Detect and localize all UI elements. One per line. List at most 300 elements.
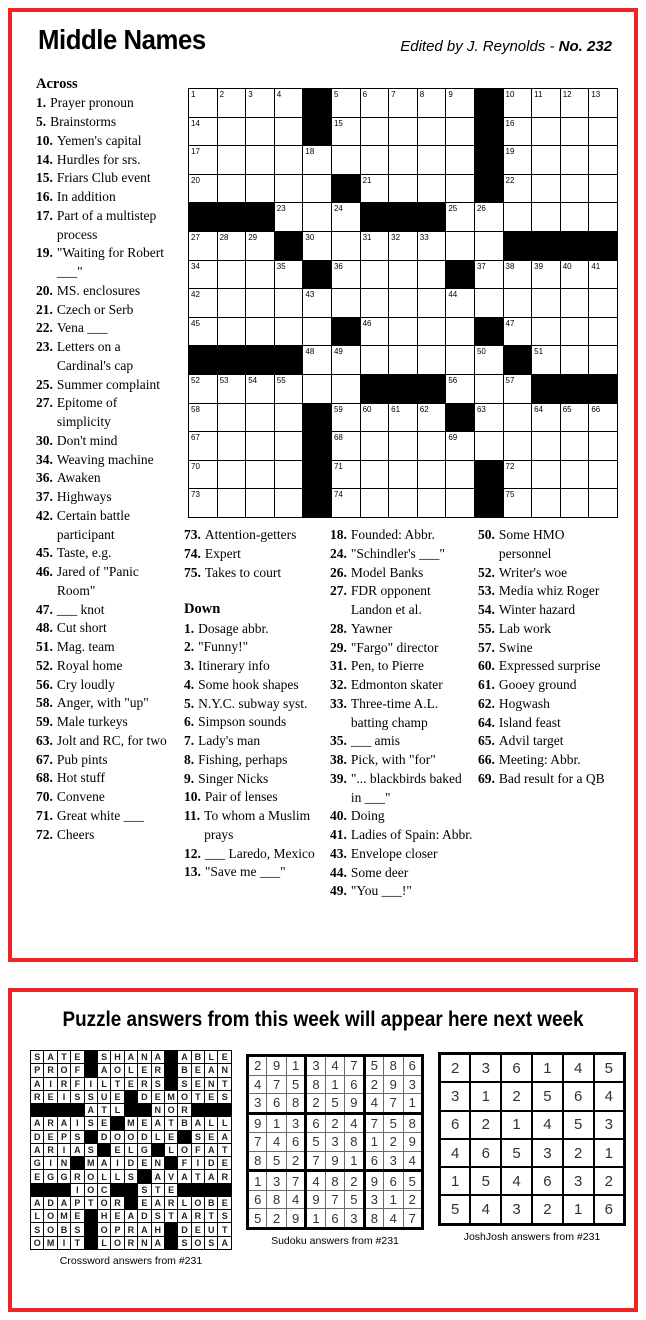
grid-cell[interactable]: [389, 460, 418, 489]
sudoku-cell: 2: [325, 1113, 344, 1133]
clue-item: [478, 582, 614, 601]
answer-cell: R: [151, 1064, 164, 1077]
grid-cell[interactable]: [446, 489, 475, 518]
grid-cell[interactable]: [532, 346, 561, 375]
cell-number: 13: [591, 90, 601, 99]
joshjosh-cell: 2: [594, 1167, 625, 1195]
grid-cell[interactable]: [217, 289, 246, 318]
grid-cell[interactable]: [446, 460, 475, 489]
grid-cell[interactable]: [246, 374, 275, 403]
grid-cell[interactable]: [589, 489, 618, 518]
grid-cell[interactable]: [274, 289, 303, 318]
answer-cell-black: [84, 1064, 97, 1077]
grid-cell[interactable]: [246, 403, 275, 432]
clue-text: Brainstorms: [50, 114, 117, 130]
grid-cell[interactable]: [417, 489, 446, 518]
grid-cell[interactable]: [417, 432, 446, 461]
grid-cell[interactable]: [217, 231, 246, 260]
grid-cell[interactable]: [503, 432, 532, 461]
grid-cell[interactable]: [331, 346, 360, 375]
grid-cell[interactable]: [389, 346, 418, 375]
answer-cell: E: [97, 1117, 110, 1130]
grid-cell[interactable]: [446, 432, 475, 461]
grid-cell[interactable]: [360, 89, 389, 118]
clue-number: 59.: [36, 714, 53, 730]
grid-cell[interactable]: [560, 146, 589, 175]
grid-cell[interactable]: [274, 117, 303, 146]
grid-cell[interactable]: [303, 346, 332, 375]
cell-number: 33: [419, 232, 429, 242]
crossword-grid[interactable]: [188, 88, 618, 518]
grid-cell[interactable]: [360, 289, 389, 318]
grid-cell[interactable]: [474, 346, 503, 375]
grid-cell[interactable]: [560, 174, 589, 203]
clue-item: [330, 639, 474, 658]
clue-item: [330, 620, 474, 639]
grid-cell[interactable]: [360, 489, 389, 518]
answer-cell: E: [218, 1051, 232, 1064]
clue-text: Writer's woe: [498, 564, 568, 580]
grid-cell[interactable]: [331, 489, 360, 518]
answer-cell-black: [124, 1196, 137, 1209]
answer-cell: L: [97, 1236, 110, 1249]
clue-text: Hot stuff: [56, 770, 106, 786]
grid-cell[interactable]: [331, 289, 360, 318]
sudoku-cell: 9: [325, 1151, 344, 1171]
clue-number: 26.: [330, 564, 347, 580]
grid-cell[interactable]: [532, 260, 561, 289]
clue-text: Hogwash: [498, 695, 550, 711]
cell-number: 39: [534, 261, 544, 271]
grid-cell[interactable]: [503, 289, 532, 318]
grid-cell[interactable]: [189, 460, 218, 489]
clue-number: 5.: [184, 695, 195, 711]
grid-cell[interactable]: [303, 317, 332, 346]
grid-cell[interactable]: [246, 260, 275, 289]
grid-cell[interactable]: [217, 403, 246, 432]
grid-cell[interactable]: [417, 174, 446, 203]
grid-cell[interactable]: [217, 260, 246, 289]
grid-cell[interactable]: [274, 489, 303, 518]
grid-cell[interactable]: [446, 317, 475, 346]
clue-number: 10.: [184, 789, 201, 805]
grid-cell[interactable]: [360, 346, 389, 375]
clue-item: [36, 244, 172, 282]
grid-cell[interactable]: [532, 317, 561, 346]
grid-cell[interactable]: [589, 146, 618, 175]
answer-cell: D: [138, 1210, 151, 1223]
joshjosh-cell: 6: [440, 1111, 471, 1139]
grid-cell[interactable]: [189, 260, 218, 289]
grid-cell[interactable]: [503, 460, 532, 489]
answer-cell: O: [111, 1064, 124, 1077]
grid-cell[interactable]: [389, 146, 418, 175]
answer-cell: P: [71, 1196, 84, 1209]
grid-cell[interactable]: [589, 89, 618, 118]
grid-cell[interactable]: [417, 403, 446, 432]
answer-cell: T: [71, 1236, 84, 1249]
cell-number: 34: [191, 261, 200, 271]
grid-cell[interactable]: [217, 117, 246, 146]
answer-cell: R: [178, 1104, 191, 1117]
grid-cell[interactable]: [303, 203, 332, 232]
grid-cell[interactable]: [274, 89, 303, 118]
grid-cell[interactable]: [503, 203, 532, 232]
answer-cell: A: [84, 1104, 97, 1117]
grid-cell[interactable]: [446, 346, 475, 375]
cell-number: 62: [419, 404, 429, 414]
sudoku-cell: 2: [345, 1171, 364, 1191]
clue-text: Awaken: [56, 470, 101, 486]
grid-cell[interactable]: [189, 174, 218, 203]
grid-cell[interactable]: [274, 174, 303, 203]
grid-cell[interactable]: [417, 117, 446, 146]
joshjosh-cell: 3: [440, 1082, 471, 1110]
grid-cell[interactable]: [360, 403, 389, 432]
grid-cell[interactable]: [560, 346, 589, 375]
grid-cell[interactable]: [560, 260, 589, 289]
grid-cell[interactable]: [303, 289, 332, 318]
answer-cell-black: [164, 1051, 177, 1064]
grid-cell[interactable]: [474, 374, 503, 403]
grid-cell[interactable]: [274, 432, 303, 461]
clue-item: [330, 564, 474, 583]
answer-cell: F: [191, 1143, 204, 1156]
clue-number: 68.: [36, 770, 53, 786]
grid-cell[interactable]: [331, 89, 360, 118]
grid-cell[interactable]: [331, 403, 360, 432]
grid-cell[interactable]: [389, 260, 418, 289]
crossword-answers-caption: Crossword answers from #231: [59, 1255, 203, 1267]
grid-cell[interactable]: [589, 174, 618, 203]
grid-cell[interactable]: [360, 317, 389, 346]
grid-cell[interactable]: [446, 89, 475, 118]
grid-cell[interactable]: [274, 460, 303, 489]
answer-cell-black: [164, 1236, 177, 1249]
grid-cell[interactable]: [503, 260, 532, 289]
grid-cell[interactable]: [246, 146, 275, 175]
grid-cell[interactable]: [417, 460, 446, 489]
grid-cell[interactable]: [503, 374, 532, 403]
sudoku-cell: 8: [403, 1113, 423, 1133]
grid-cell-black: [274, 231, 303, 260]
grid-cell-black: [503, 231, 532, 260]
grid-cell[interactable]: [446, 174, 475, 203]
grid-cell[interactable]: [389, 174, 418, 203]
grid-cell[interactable]: [389, 231, 418, 260]
grid-cell[interactable]: [189, 231, 218, 260]
cell-number: 43: [305, 290, 315, 300]
grid-cell[interactable]: [389, 289, 418, 318]
grid-cell[interactable]: [589, 117, 618, 146]
grid-cell[interactable]: [246, 317, 275, 346]
grid-cell[interactable]: [589, 403, 618, 432]
grid-cell[interactable]: [360, 460, 389, 489]
clue-text: Male turkeys: [56, 714, 128, 730]
clue-number: 67.: [36, 751, 53, 767]
grid-cell[interactable]: [589, 203, 618, 232]
grid-cell[interactable]: [532, 432, 561, 461]
clue-text: "Waiting for Robert ___": [56, 245, 165, 280]
grid-cell[interactable]: [532, 117, 561, 146]
grid-cell[interactable]: [503, 317, 532, 346]
grid-cell[interactable]: [189, 289, 218, 318]
edited-by-text: Edited by J. Reynolds -: [400, 38, 559, 55]
clue-item: [36, 282, 172, 301]
clue-item: [184, 638, 326, 657]
clue-number: 63.: [36, 732, 53, 748]
answer-cell-black: [178, 1183, 191, 1196]
grid-cell[interactable]: [217, 432, 246, 461]
grid-cell[interactable]: [246, 489, 275, 518]
grid-cell[interactable]: [417, 146, 446, 175]
grid-cell[interactable]: [331, 231, 360, 260]
clue-number: 2.: [184, 639, 195, 655]
cell-number: 66: [591, 404, 601, 414]
grid-cell[interactable]: [217, 489, 246, 518]
grid-cell[interactable]: [560, 432, 589, 461]
grid-cell[interactable]: [389, 432, 418, 461]
answer-cell: L: [164, 1143, 177, 1156]
grid-cell[interactable]: [389, 317, 418, 346]
grid-cell[interactable]: [446, 289, 475, 318]
grid-cell[interactable]: [189, 117, 218, 146]
grid-cell[interactable]: [503, 89, 532, 118]
clue-text: Some hook shapes: [198, 676, 299, 692]
clue-text: Pick, with "for": [350, 752, 436, 767]
grid-cell[interactable]: [417, 289, 446, 318]
answer-cell: T: [57, 1051, 70, 1064]
clue-text: Three-time A.L. batting champ: [350, 695, 439, 730]
grid-cell[interactable]: [217, 460, 246, 489]
grid-cell[interactable]: [274, 317, 303, 346]
grid-cell[interactable]: [589, 346, 618, 375]
clue-text: Highways: [56, 489, 112, 505]
grid-cell[interactable]: [246, 117, 275, 146]
grid-cell[interactable]: [303, 374, 332, 403]
sudoku-cell: 7: [364, 1113, 383, 1133]
grid-cell[interactable]: [389, 403, 418, 432]
grid-cell[interactable]: [360, 146, 389, 175]
answer-cell: L: [97, 1077, 110, 1090]
answer-cell: A: [124, 1210, 137, 1223]
grid-cell[interactable]: [503, 489, 532, 518]
grid-cell-black: [474, 489, 503, 518]
grid-cell[interactable]: [589, 289, 618, 318]
grid-cell[interactable]: [532, 403, 561, 432]
answer-cell: L: [31, 1210, 44, 1223]
grid-cell[interactable]: [560, 89, 589, 118]
grid-cell[interactable]: [331, 460, 360, 489]
grid-cell[interactable]: [532, 460, 561, 489]
grid-cell[interactable]: [189, 146, 218, 175]
clue-number: 11.: [184, 808, 201, 824]
grid-cell[interactable]: [474, 432, 503, 461]
grid-cell[interactable]: [246, 460, 275, 489]
cell-number: 31: [362, 232, 372, 242]
answer-cell-black: [164, 1077, 177, 1090]
grid-cell[interactable]: [246, 231, 275, 260]
grid-cell[interactable]: [217, 374, 246, 403]
answer-cell: P: [31, 1064, 44, 1077]
grid-cell[interactable]: [389, 89, 418, 118]
grid-cell[interactable]: [246, 432, 275, 461]
grid-cell[interactable]: [417, 317, 446, 346]
grid-cell-black: [360, 203, 389, 232]
grid-cell[interactable]: [217, 317, 246, 346]
grid-cell[interactable]: [474, 403, 503, 432]
grid-cell[interactable]: [360, 432, 389, 461]
grid-cell[interactable]: [331, 146, 360, 175]
grid-cell[interactable]: [474, 289, 503, 318]
grid-cell[interactable]: [446, 203, 475, 232]
clue-text: Winter hazard: [498, 602, 576, 617]
clue-item: [36, 544, 172, 563]
grid-cell-black: [532, 374, 561, 403]
grid-cell[interactable]: [360, 260, 389, 289]
answer-cell: R: [111, 1196, 124, 1209]
grid-cell[interactable]: [303, 174, 332, 203]
grid-cell[interactable]: [503, 117, 532, 146]
answer-cell-black: [31, 1183, 44, 1196]
grid-cell[interactable]: [532, 174, 561, 203]
grid-cell[interactable]: [189, 317, 218, 346]
joshjosh-cell: 3: [501, 1195, 532, 1224]
grid-cell-black: [503, 346, 532, 375]
grid-cell[interactable]: [589, 260, 618, 289]
clue-text: "Schindler's ___": [350, 545, 445, 561]
grid-cell[interactable]: [274, 374, 303, 403]
grid-cell[interactable]: [532, 289, 561, 318]
grid-cell[interactable]: [417, 346, 446, 375]
grid-cell[interactable]: [446, 374, 475, 403]
joshjosh-cell: 4: [470, 1195, 501, 1224]
grid-cell[interactable]: [503, 403, 532, 432]
grid-cell[interactable]: [560, 403, 589, 432]
grid-cell[interactable]: [474, 203, 503, 232]
answer-cell: O: [84, 1170, 97, 1183]
grid-cell[interactable]: [389, 489, 418, 518]
grid-cell[interactable]: [560, 289, 589, 318]
joshjosh-cell: 4: [594, 1082, 625, 1110]
grid-cell[interactable]: [474, 231, 503, 260]
grid-cell-black: [303, 460, 332, 489]
grid-cell[interactable]: [217, 89, 246, 118]
grid-cell[interactable]: [560, 460, 589, 489]
grid-cell[interactable]: [274, 203, 303, 232]
answer-cell: O: [44, 1210, 57, 1223]
grid-cell[interactable]: [417, 231, 446, 260]
grid-cell[interactable]: [331, 374, 360, 403]
grid-cell[interactable]: [503, 146, 532, 175]
grid-cell[interactable]: [360, 117, 389, 146]
grid-cell[interactable]: [217, 174, 246, 203]
grid-cell[interactable]: [474, 260, 503, 289]
grid-cell[interactable]: [189, 432, 218, 461]
grid-cell[interactable]: [360, 231, 389, 260]
grid-cell[interactable]: [274, 146, 303, 175]
answer-cell: A: [205, 1170, 218, 1183]
grid-cell[interactable]: [560, 203, 589, 232]
grid-cell[interactable]: [417, 89, 446, 118]
sudoku-cell: 7: [267, 1075, 286, 1093]
grid-cell[interactable]: [589, 460, 618, 489]
cell-number: 18: [305, 147, 315, 157]
clue-item: [36, 507, 172, 545]
grid-cell-black: [389, 374, 418, 403]
answer-cell-black: [84, 1236, 97, 1249]
clue-item: [184, 713, 326, 732]
grid-cell[interactable]: [446, 146, 475, 175]
joshjosh-cell: 1: [501, 1111, 532, 1139]
grid-cell[interactable]: [274, 260, 303, 289]
grid-cell[interactable]: [246, 289, 275, 318]
grid-cell[interactable]: [532, 146, 561, 175]
grid-cell[interactable]: [274, 403, 303, 432]
answer-cell: E: [111, 1090, 124, 1103]
grid-cell[interactable]: [560, 489, 589, 518]
grid-cell[interactable]: [189, 89, 218, 118]
grid-cell[interactable]: [189, 374, 218, 403]
grid-cell[interactable]: [589, 317, 618, 346]
clues-column-4: [478, 526, 614, 789]
grid-cell[interactable]: [246, 174, 275, 203]
clue-number: 21.: [36, 301, 53, 317]
clue-item: [330, 882, 474, 901]
grid-cell[interactable]: [389, 117, 418, 146]
clue-text: Don't mind: [56, 432, 118, 448]
sudoku-cell: 7: [403, 1209, 423, 1229]
grid-cell[interactable]: [303, 231, 332, 260]
grid-cell[interactable]: [417, 260, 446, 289]
grid-cell[interactable]: [560, 117, 589, 146]
grid-cell[interactable]: [331, 203, 360, 232]
clue-text: Bad result for a QB: [498, 770, 605, 786]
clue-item: [478, 732, 614, 751]
grid-cell[interactable]: [532, 203, 561, 232]
grid-cell[interactable]: [532, 489, 561, 518]
grid-cell[interactable]: [331, 432, 360, 461]
cell-number: 50: [476, 347, 486, 357]
grid-cell[interactable]: [189, 403, 218, 432]
grid-cell[interactable]: [331, 117, 360, 146]
grid-cell[interactable]: [589, 432, 618, 461]
answer-cell: A: [151, 1170, 164, 1183]
grid-cell[interactable]: [446, 117, 475, 146]
clue-item: [36, 563, 172, 601]
answer-cell: D: [178, 1223, 191, 1236]
clue-text: Yemen's capital: [56, 132, 142, 148]
grid-cell[interactable]: [360, 174, 389, 203]
answer-cell: L: [218, 1117, 232, 1130]
grid-cell[interactable]: [503, 174, 532, 203]
grid-cell[interactable]: [246, 89, 275, 118]
grid-cell[interactable]: [560, 317, 589, 346]
joshjosh-cell: 6: [470, 1139, 501, 1167]
grid-cell[interactable]: [303, 146, 332, 175]
clue-number: 56.: [36, 676, 53, 692]
grid-cell[interactable]: [217, 146, 246, 175]
grid-cell-black: [331, 174, 360, 203]
grid-cell[interactable]: [446, 231, 475, 260]
across-clues-column: [36, 74, 172, 844]
grid-cell[interactable]: [189, 489, 218, 518]
down-clues-list: [184, 620, 326, 883]
grid-cell[interactable]: [331, 260, 360, 289]
answer-cell: A: [124, 1051, 137, 1064]
grid-cell[interactable]: [532, 89, 561, 118]
answer-cell-black: [164, 1064, 177, 1077]
